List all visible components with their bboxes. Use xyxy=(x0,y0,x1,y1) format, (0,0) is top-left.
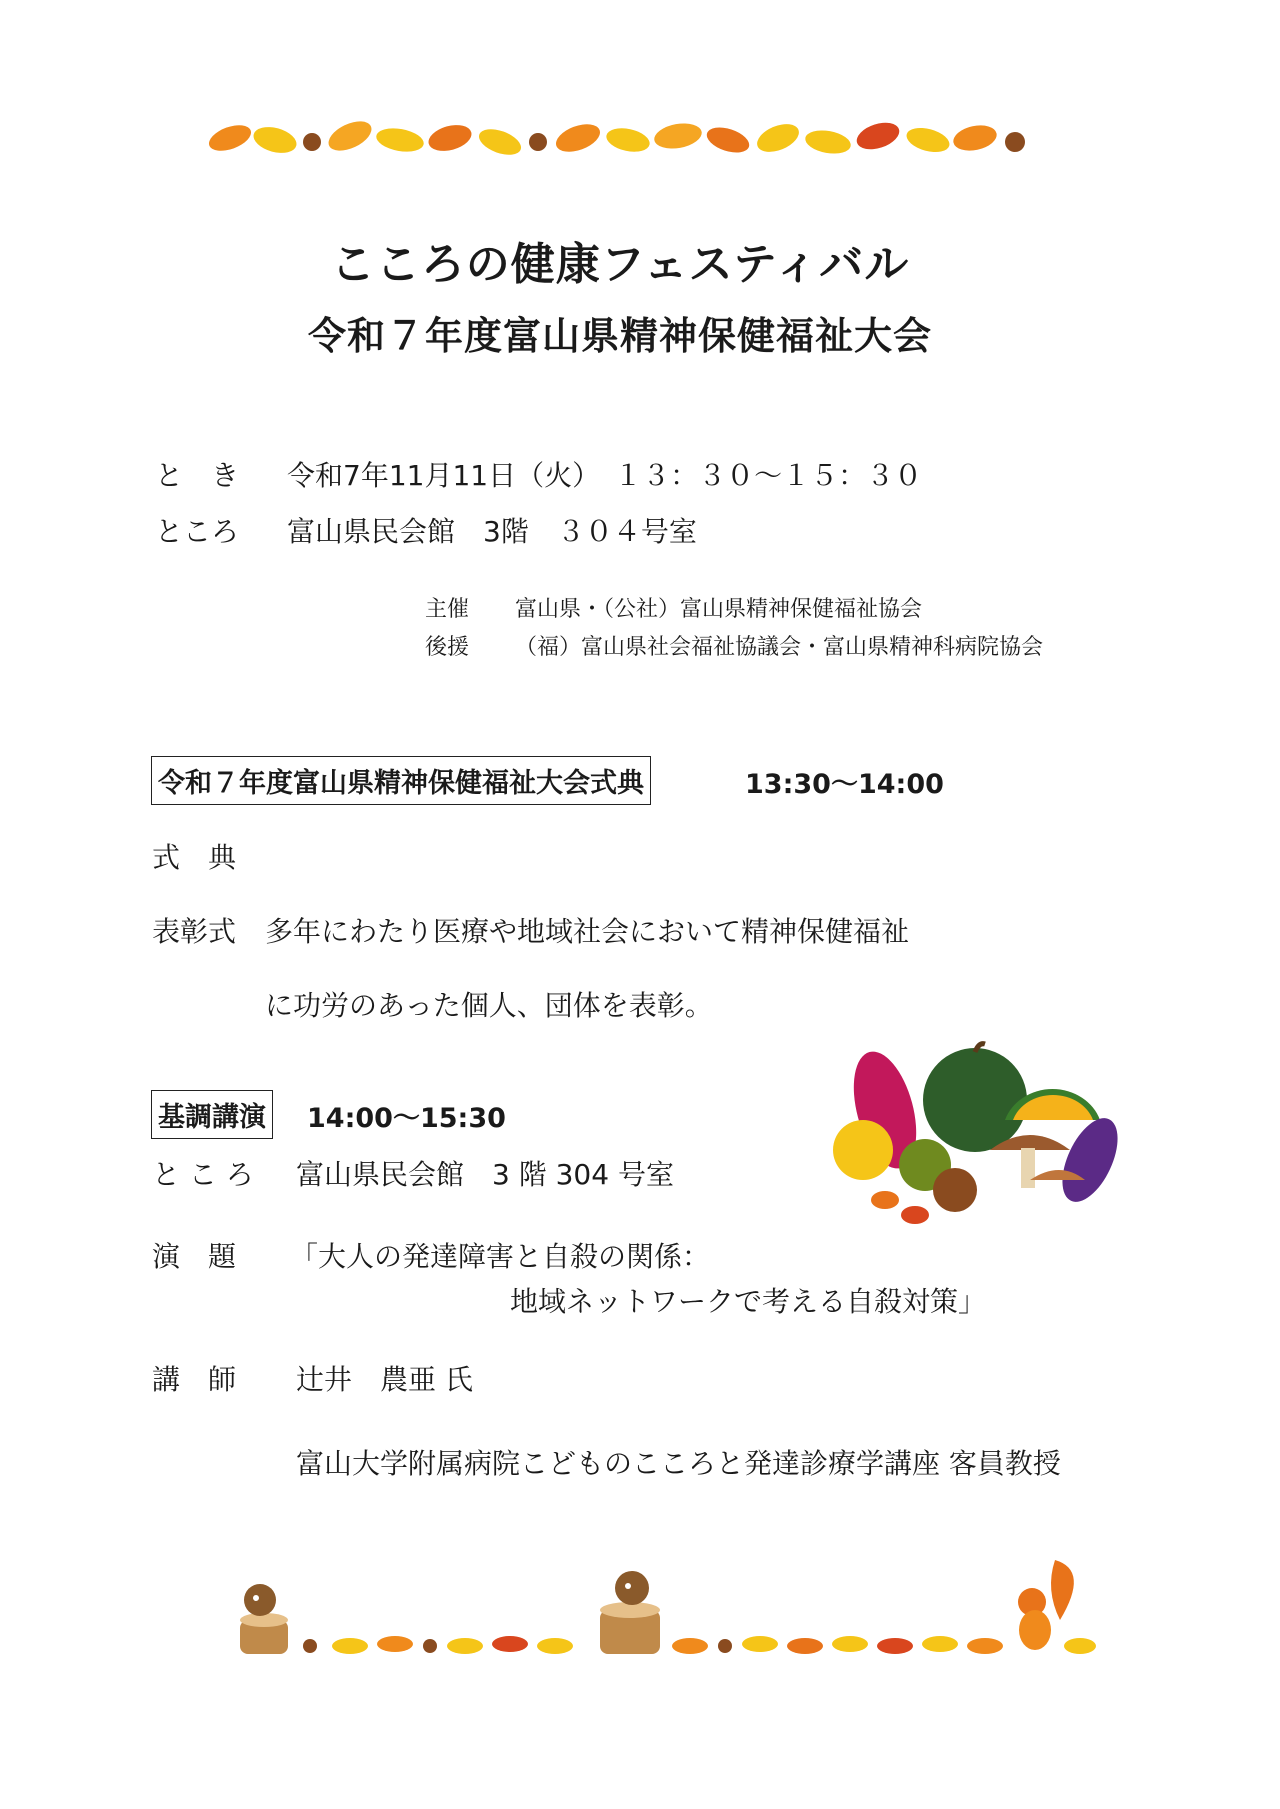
keynote-time: 14:00～15:30 xyxy=(307,1103,506,1134)
tokoro-label: ところ xyxy=(155,515,240,548)
shusai-label: 主催 xyxy=(425,597,470,622)
koen-value: （福）富山県社会福祉協議会・富山県精神科病院協会 xyxy=(515,635,1044,660)
koshi-affiliation: 富山大学附属病院こどものこころと発達診療学講座 客員教授 xyxy=(296,1447,1061,1480)
ceremony-time: 13:30～14:00 xyxy=(745,769,944,800)
hyosho-label: 表彰式 xyxy=(152,915,237,948)
toki-value: 令和7年11月11日（火） １３：３０～１５：３０ xyxy=(287,459,923,492)
toki-label: と き xyxy=(155,459,240,492)
endai-line2: 地域ネットワークで考える自殺対策」 xyxy=(510,1285,987,1318)
endai-label: 演 題 xyxy=(152,1240,237,1273)
endai-line1: 「大人の発達障害と自殺の関係： xyxy=(290,1240,711,1273)
ceremony-heading: 令和７年度富山県精神保健福祉大会式典 xyxy=(151,756,651,805)
hyosho-line2: に功労のあった個人、団体を表彰。 xyxy=(265,989,713,1022)
stumps-birds-squirrel-garland-icon xyxy=(220,1560,1100,1670)
hyosho-line1: 多年にわたり医療や地域社会において精神保健福祉 xyxy=(265,915,910,948)
shikiten-label: 式 典 xyxy=(152,841,237,874)
autumn-vegetables-icon xyxy=(825,1040,1125,1240)
koshi-label: 講 師 xyxy=(152,1363,237,1396)
tokoro-value: 富山県民会館 3階 ３０４号室 xyxy=(287,515,697,548)
keynote-heading: 基調講演 xyxy=(151,1090,273,1139)
koen-label: 後援 xyxy=(425,635,470,660)
event-title: 令和７年度富山県精神保健福祉大会 xyxy=(307,314,932,358)
shusai-value: 富山県・（公社）富山県精神保健福祉協会 xyxy=(515,597,923,622)
koshi-name: 辻井 農亜 氏 xyxy=(296,1363,473,1396)
festival-title: こころの健康フェスティバル xyxy=(330,239,910,290)
autumn-leaves-garland-icon xyxy=(200,108,1050,168)
keynote-tokoro-value: 富山県民会館 3 階 304 号室 xyxy=(296,1158,674,1191)
keynote-tokoro-label: と こ ろ xyxy=(152,1158,254,1191)
